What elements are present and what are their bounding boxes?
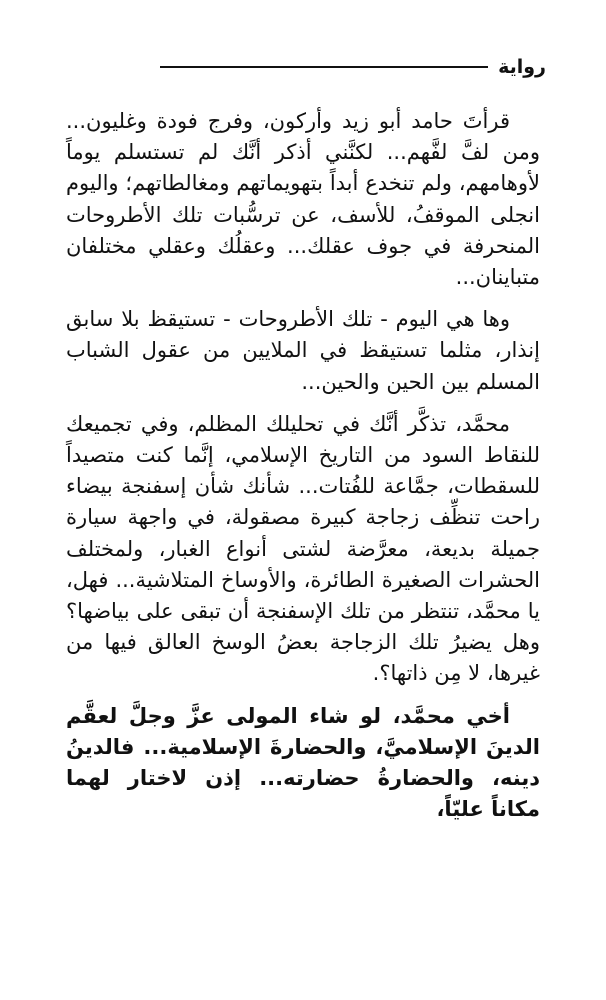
running-header [160,52,546,82]
body-text [66,106,540,836]
paragraph-2: وها هي اليوم - تلك الأطروحات - تستيقظ بلا سابق إنذار، مثلما تستيقظ في الملايين من عقول الشباب المسلم بين الحين والحين... [66,307,540,394]
paragraph-3: محمَّد، تذكَّر أنَّك في تحليلك المظلم، وفي تجميعك للنقاط السود من التاريخ الإسلامي، إنَّما كنت متصيداً للسقطات، جمَّاعة للفُتات... شأنك شأن إسفنجة بيضاء راحت تنظِّف زجاجة كبيرة مصقولة، في واجهة سيارة جميلة بديعة، معرَّضة لشتى أنواع الغبار، ولمختلف الحشرات الصغيرة الطائرة، والأوساخ المتلاشية... فهل، يا محمَّد، تنتظر من تلك الإسفنجة أن تبقى على بياضها؟ وهل يضيرُ تلك الزجاجة بعضُ الوسخ العالق فيها من غيرها، لا مِن ذاتها؟. [66,411,540,686]
paragraph-4: أخي محمَّد، لو شاء المولى عزَّ وجلَّ لعقَّم الدينَ الإسلاميَّ، والحضارةَ الإسلامية... فالدينُ دينه، والحضارةُ حضارته... إذن لاختار لهما مكاناً عليّاً، [66,703,540,822]
paragraph-1: قرأتَ حامد أبو زيد وأركون، وفرج فودة وغليون... ومن لفَّ لفَّهم... لكنَّني أذكر أنَّك لم تستسلم يوماً لأوهامهم، ولم تنخدع أبداً بتهويماتهم ومغالطاتهم؛ واليوم انجلى الموقفُ، للأسف، عن ترسُّبات تلك الأطروحات المنحرفة في جوف عقلك... وعقلُك وعقلي مختلفان متباينان... [66,109,540,290]
header-title: رواية [498,56,546,78]
header-rule [160,66,488,68]
